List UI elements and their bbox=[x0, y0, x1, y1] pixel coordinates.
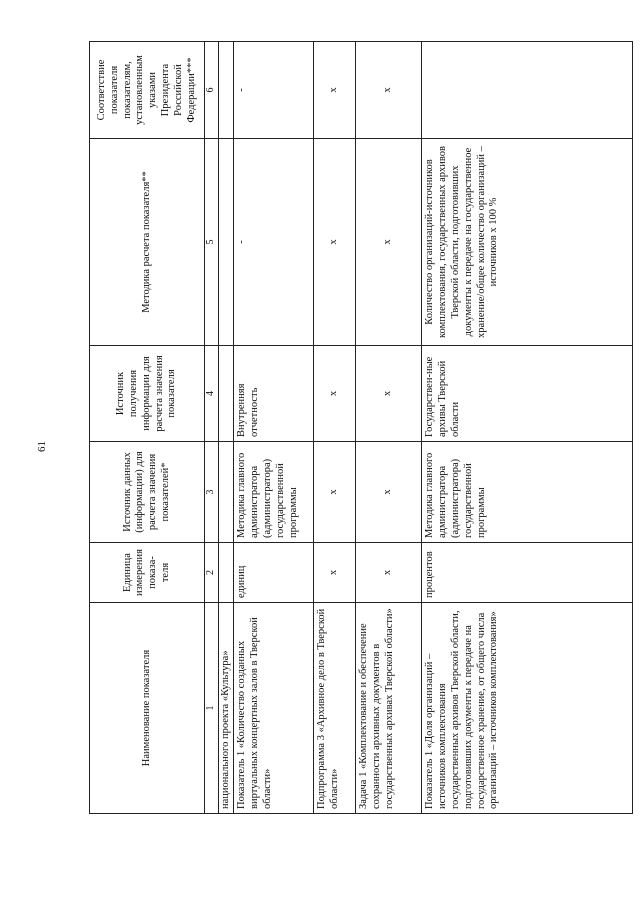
cell-unit: х bbox=[356, 543, 422, 603]
header-decree-correspondence: Соответствие показателя показателям, установленным указами Президента Российской Федерации*** bbox=[90, 42, 205, 139]
table-header-row bbox=[90, 42, 205, 814]
cell-unit: х bbox=[314, 543, 356, 603]
cell-decree: х bbox=[356, 42, 422, 139]
section-title: национального проекта «Культура» bbox=[218, 603, 234, 814]
column-number: 6 bbox=[205, 42, 218, 139]
header-unit: Единица измерения показа-теля bbox=[90, 543, 205, 603]
table-row bbox=[314, 42, 356, 814]
header-indicator-name: Наименование показателя bbox=[90, 603, 205, 814]
column-number: 4 bbox=[205, 346, 218, 442]
cell-decree bbox=[422, 42, 633, 139]
header-info-source: Источник получения информации для расчета значения показателя bbox=[90, 346, 205, 442]
indicator-table-sheet bbox=[89, 42, 633, 814]
column-number: 3 bbox=[205, 442, 218, 543]
cell-method: - bbox=[234, 139, 314, 346]
table-row bbox=[356, 42, 422, 814]
cell-data-source: х bbox=[314, 442, 356, 543]
column-number-row bbox=[205, 42, 218, 814]
cell-method: х bbox=[356, 139, 422, 346]
column-number: 2 bbox=[205, 543, 218, 603]
table-row bbox=[234, 42, 314, 814]
cell-info-source: х bbox=[314, 346, 356, 442]
cell-unit: единиц bbox=[234, 543, 314, 603]
table-row bbox=[422, 42, 633, 814]
indicator-table bbox=[89, 41, 633, 814]
header-data-source: Источник данных (информации) для расчета значения показателей* bbox=[90, 442, 205, 543]
cell-data-source: Методика главного администратора (администратора) государственной программы bbox=[234, 442, 314, 543]
column-number: 1 bbox=[205, 603, 218, 814]
cell-info-source: х bbox=[356, 346, 422, 442]
cell-info-source: Государствен-ные архивы Тверской области bbox=[422, 346, 633, 442]
column-number: 5 bbox=[205, 139, 218, 346]
page-number: 61 bbox=[36, 441, 48, 452]
section-row bbox=[218, 42, 234, 814]
cell-indicator-name: Подпрограмма 3 «Архивное дело в Тверской области» bbox=[314, 603, 356, 814]
cell-data-source: Методика главного администратора (администратора) государственной программы bbox=[422, 442, 633, 543]
cell-decree: - bbox=[234, 42, 314, 139]
cell-data-source: х bbox=[356, 442, 422, 543]
cell-method: х bbox=[314, 139, 356, 346]
cell-indicator-name: Показатель 1 «Количество созданных виртуальных концертных залов в Тверской области» bbox=[234, 603, 314, 814]
cell-indicator-name: Задача 1 «Комплектование и обеспечение сохранности архивных документов в государственных архивах Тверской области» bbox=[356, 603, 422, 814]
cell-indicator-name: Показатель 1 «Доля организаций – источников комплектования государственных архивов Тверской области, подготовивших документы к передаче на государственное хранение, от общего числа организаций – источников комплектования» bbox=[422, 603, 633, 814]
cell-info-source: Внутренняя отчетность bbox=[234, 346, 314, 442]
header-method: Методика расчета показателя** bbox=[90, 139, 205, 346]
cell-method: Количество организаций-источников комплектования, государственных архивов Тверской области, подготовивших документы к передаче на государственное хранение/общее количество организаций – источников х 100 % bbox=[422, 139, 633, 346]
cell-decree: х bbox=[314, 42, 356, 139]
cell-unit: процентов bbox=[422, 543, 633, 603]
